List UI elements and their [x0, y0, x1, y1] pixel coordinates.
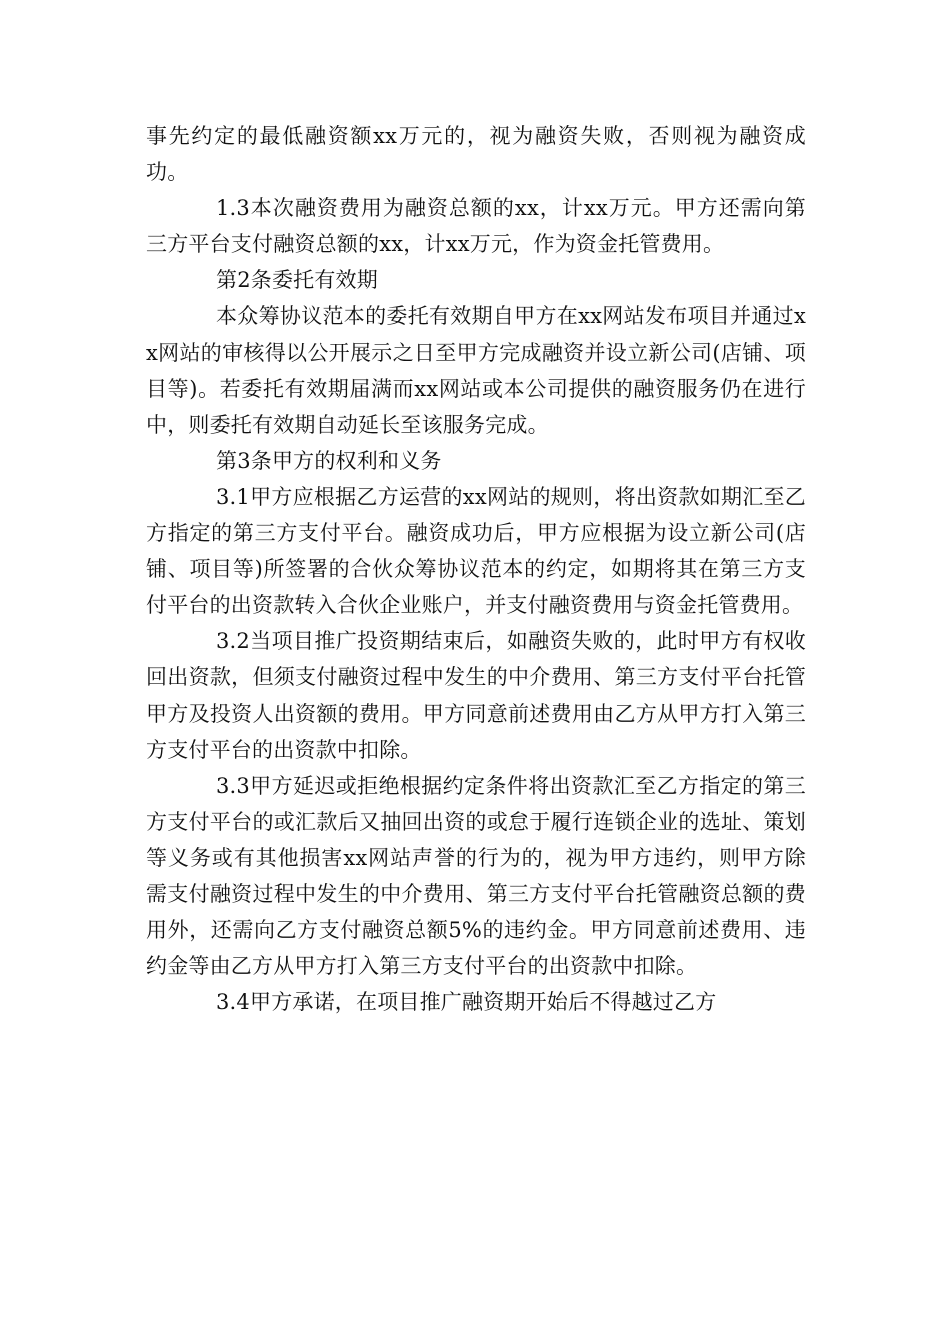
document-page — [146, 118, 806, 1020]
section-heading-article-3: 第3条甲方的权利和义务 — [216, 448, 442, 473]
paragraph-financing-threshold: 事先约定的最低融资额xx万元的，视为融资失败，否则视为融资成功。 — [146, 124, 806, 185]
paragraph-clause-1-3: 1.3本次融资费用为融资总额的xx，计xx万元。甲方还需向第三方平台支付融资总额的xx，计xx万元，作为资金托管费用。 — [146, 196, 806, 257]
paragraph-clause-3-1: 3.1甲方应根据乙方运营的xx网站的规则，将出资款如期汇至乙方指定的第三方支付平台。融资成功后，甲方应根据为设立新公司(店铺、项目等)所签署的合伙众筹协议范本的约定，如期将其在第三方支付平台的出资款转入合伙企业账户，并支付融资费用与资金托管费用。 — [146, 484, 806, 618]
paragraph-clause-3-2: 3.2当项目推广投资期结束后，如融资失败的，此时甲方有权收回出资款，但须支付融资过程中发生的中介费用、第三方支付平台托管甲方及投资人出资额的费用。甲方同意前述费用由乙方从甲方打入第三方支付平台的出资款中扣除。 — [146, 629, 806, 762]
section-heading-article-2: 第2条委托有效期 — [216, 268, 378, 293]
paragraph-clause-3-4: 3.4甲方承诺，在项目推广融资期开始后不得越过乙方 — [216, 990, 717, 1015]
paragraph-clause-3-3: 3.3甲方延迟或拒绝根据约定条件将出资款汇至乙方指定的第三方支付平台的或汇款后又抽回出资的或怠于履行连锁企业的选址、策划等义务或有其他损害xx网站声誉的行为的，视为甲方违约，则甲方除需支付融资过程中发生的中介费用、第三方支付平台托管融资总额的费用外，还需向乙方支付融资总额5%的违约金。甲方同意前述费用、违约金等由乙方从甲方打入第三方支付平台的出资款中扣除。 — [146, 773, 806, 979]
paragraph-article-2-body: 本众筹协议范本的委托有效期自甲方在xx网站发布项目并通过xx网站的审核得以公开展示之日至甲方完成融资并设立新公司(店铺、项目等)。若委托有效期届满而xx网站或本公司提供的融资服务仍在进行中，则委托有效期自动延长至该服务完成。 — [146, 304, 806, 437]
